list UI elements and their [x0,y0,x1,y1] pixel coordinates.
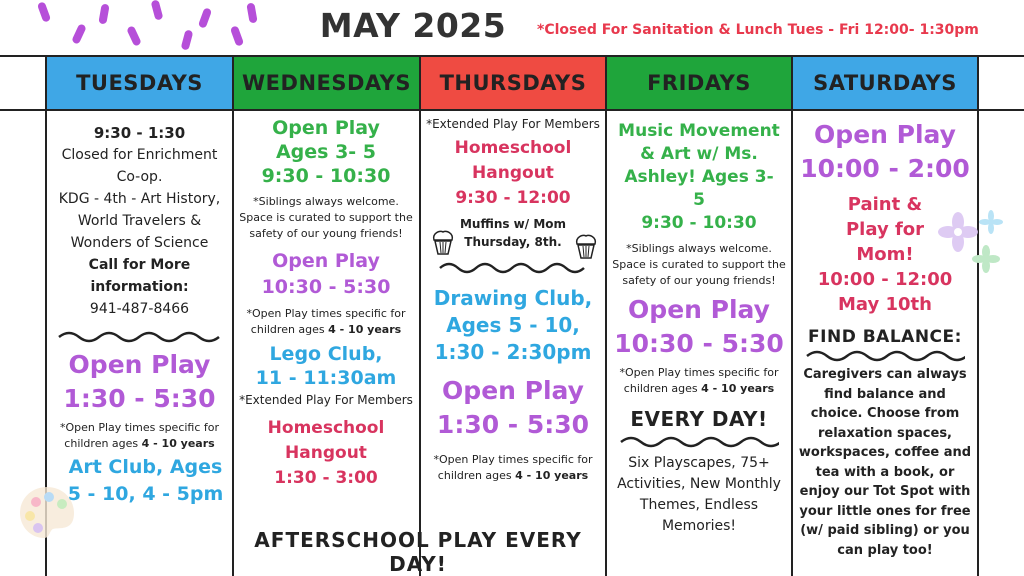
saturday-caregivers: Caregivers can always find balance and choice. Choose from relaxation spaces, workspaces, coffee and tea with a book, or enjoy our Tot Spot with your little ones for free (w/ paid sibling) or you can play too! [798,367,972,558]
tuesday-call: Call for More information: [88,257,191,295]
wave-divider [438,261,588,275]
tuesday-time: 9:30 - 1:30 [93,124,186,142]
wednesday-open-play-1-time: 9:30 - 10:30 [261,165,391,187]
friday-column [609,120,789,537]
wednesday-lego: Lego Club, [269,343,383,365]
page-title: MAY 2025 [319,6,507,45]
cupcake-icon [573,232,599,260]
wave-divider [619,435,779,449]
wednesday-homeschool-time: 1:30 - 3:00 [274,468,378,488]
thursday-homeschool-time: 9:30 - 12:00 [455,188,571,208]
closure-notice: *Closed For Sanitation & Lunch Tues - Fri 12:00- 1:30pm [537,22,979,38]
wednesday-siblings: *Siblings always welcome. Space is curated to support the safety of our young friends! [239,195,413,240]
tuesday-closed: Closed for Enrichment Co-op. [61,147,218,185]
tuesday-art-club: Art Club, Ages 5 - 10, 4 - 5pm [67,456,224,505]
grid-line [419,56,421,576]
thursday-muffins: Muffins w/ Mom [459,217,567,231]
wave-divider [57,330,222,344]
thursday-open-play-time: 1:30 - 5:30 [436,410,590,439]
header-tuesdays: TUESDAYS [47,57,232,109]
saturday-find-balance: FIND BALANCE: [808,327,962,347]
friday-playscapes: Six Playscapes, 75+ Activities, New Monthly Themes, Endless Memories! [617,455,781,534]
saturday-open-play: Open Play [814,120,956,149]
saturday-column [795,118,975,560]
thursday-extended: *Extended Play For Members [426,117,600,131]
wednesday-open-play-2: Open Play [272,250,380,272]
wave-divider [805,349,965,363]
wednesday-homeschool: Homeschool Hangout [267,418,385,463]
friday-music-time: 9:30 - 10:30 [641,213,757,233]
wednesday-note: *Open Play times specific for children ages 4 - 10 years [246,307,406,336]
thursday-open-play: Open Play [442,376,584,405]
wednesday-lego-time: 11 - 11:30am [255,367,397,389]
tuesday-column [52,122,227,508]
friday-every-day: EVERY DAY! [630,407,768,431]
thursday-muffins-date: Thursday, 8th. [464,235,562,249]
grid-line [232,56,234,576]
grid-header-line [0,109,1024,111]
tuesday-open-play: Open Play [68,350,211,379]
tuesday-note: *Open Play times specific for children ages 4 - 10 years [59,421,220,450]
grid-line [791,56,793,576]
saturday-open-play-time: 10:00 - 2:00 [800,154,970,183]
saturday-paint: Paint & Play for Mom! [845,194,925,265]
thursday-note: *Open Play times specific for children ages 4 - 10 years [433,453,593,482]
wednesday-open-play-1: Open Play Ages 3- 5 [272,117,380,163]
wednesday-column [236,116,416,491]
wednesday-open-play-2-time: 10:30 - 5:30 [261,276,391,298]
thursday-homeschool: Homeschool Hangout [454,138,572,183]
cupcake-icon [430,228,456,256]
thursday-column [423,116,603,484]
friday-note: *Open Play times specific for children ages 4 - 10 years [619,366,779,395]
saturday-paint-time: 10:00 - 12:00 [817,269,953,290]
friday-open-play-time: 10:30 - 5:30 [614,329,784,358]
grid-line [605,56,607,576]
wednesday-extended: *Extended Play For Members [239,393,413,407]
friday-siblings: *Siblings always welcome. Space is curated to support the safety of our young friends! [612,242,786,287]
tuesday-open-play-time: 1:30 - 5:30 [63,384,216,413]
header-saturdays: SATURDAYS [793,57,977,109]
afterschool-banner: AFTERSCHOOL PLAY EVERY DAY! [254,528,582,576]
header-thursdays: THURSDAYS [421,57,605,109]
saturday-paint-date: May 10th [838,294,932,315]
friday-music: Music Movement & Art w/ Ms. Ashley! Ages 3- 5 [618,121,780,210]
friday-open-play: Open Play [628,295,770,324]
tuesday-phone: 941-487-8466 [89,301,190,317]
tuesday-kdg: KDG - 4th - Art History, World Travelers & Wonders of Science [58,191,221,251]
flower-icon [936,210,1016,280]
paint-palette-icon [16,482,78,544]
header-wednesdays: WEDNESDAYS [234,57,419,109]
grid-line [977,56,979,576]
header-fridays: FRIDAYS [607,57,791,109]
thursday-drawing-club: Drawing Club, Ages 5 - 10, 1:30 - 2:30pm [433,286,593,364]
